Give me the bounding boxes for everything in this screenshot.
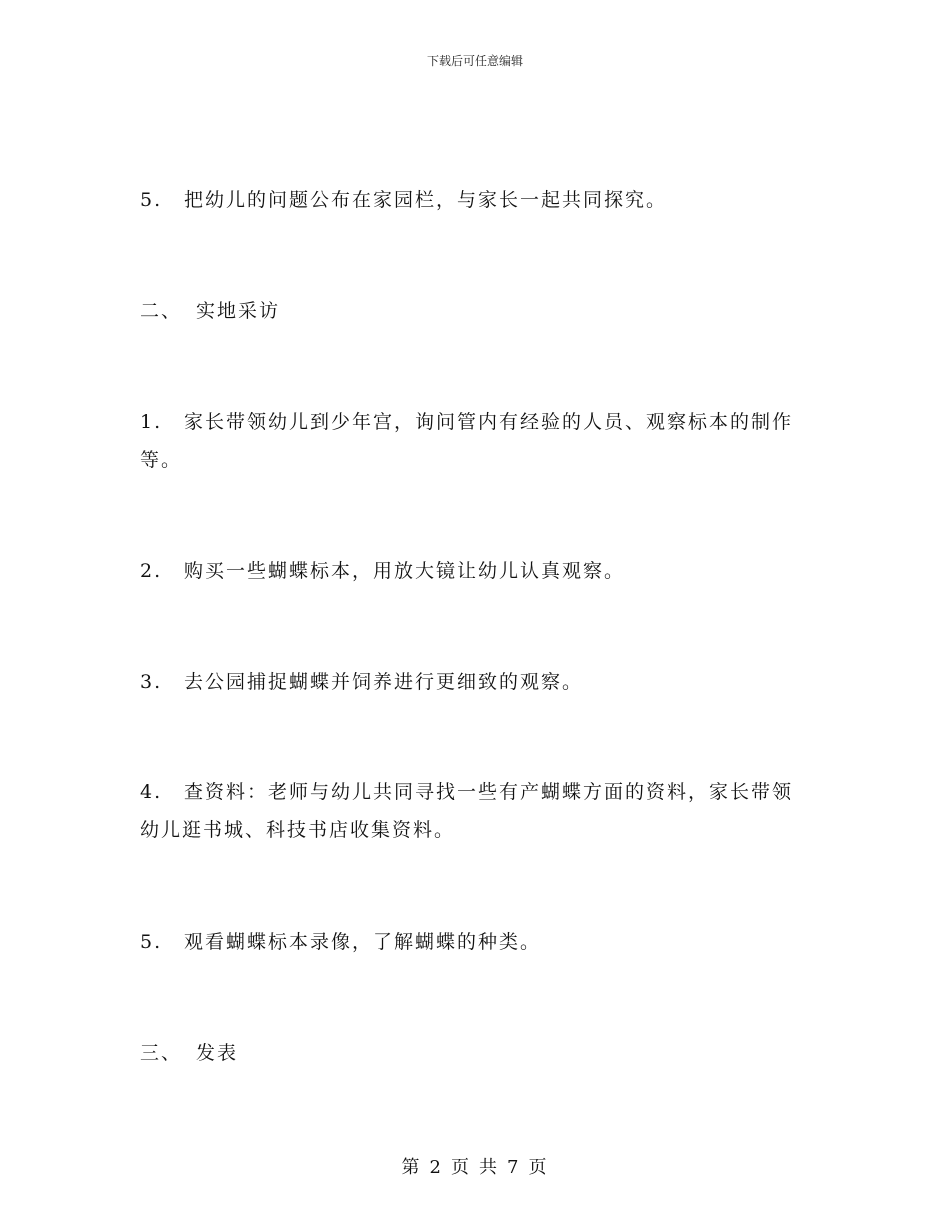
section-number: 三、 (140, 1042, 183, 1064)
page-label: 第 (401, 1157, 422, 1178)
section-title: 发表 (196, 1042, 239, 1064)
item-text: 查资料：老师与幼儿共同寻找一些有产蝴蝶方面的资料，家长带领幼儿逛书城、科技书店收集资料。 (140, 781, 794, 841)
item-text: 把幼儿的问题公布在家园栏，与家长一起共同探究。 (184, 189, 668, 211)
page-header: 下载后可任意编辑 (426, 54, 523, 68)
item-number: 5. (140, 189, 163, 211)
list-item (140, 403, 810, 479)
item-number: 5. (140, 931, 163, 953)
total-label: 共 (479, 1157, 499, 1178)
list-item (140, 923, 810, 961)
item-number: 4. (140, 781, 163, 803)
list-item (140, 663, 810, 701)
page-unit: 页 (451, 1157, 471, 1178)
section-heading (140, 1034, 810, 1072)
section-number: 二、 (140, 300, 183, 322)
list-item (140, 773, 810, 849)
page-footer (0, 1153, 950, 1179)
item-number: 2. (140, 560, 163, 582)
item-text: 观看蝴蝶标本录像，了解蝴蝶的种类。 (184, 931, 542, 953)
total-pages: 7 (507, 1157, 521, 1178)
list-item (140, 181, 810, 219)
item-text: 购买一些蝴蝶标本，用放大镜让幼儿认真观察。 (184, 560, 626, 582)
page-number: 2 (429, 1157, 443, 1178)
section-title: 实地采访 (196, 300, 281, 322)
item-number: 1. (140, 411, 163, 433)
list-item (140, 552, 810, 590)
item-text: 家长带领幼儿到少年宫，询问管内有经验的人员、观察标本的制作等。 (140, 411, 794, 471)
item-number: 3. (140, 671, 163, 693)
total-unit: 页 (528, 1157, 549, 1178)
section-heading (140, 292, 810, 330)
item-text: 去公园捕捉蝴蝶并饲养进行更细致的观察。 (184, 671, 584, 693)
